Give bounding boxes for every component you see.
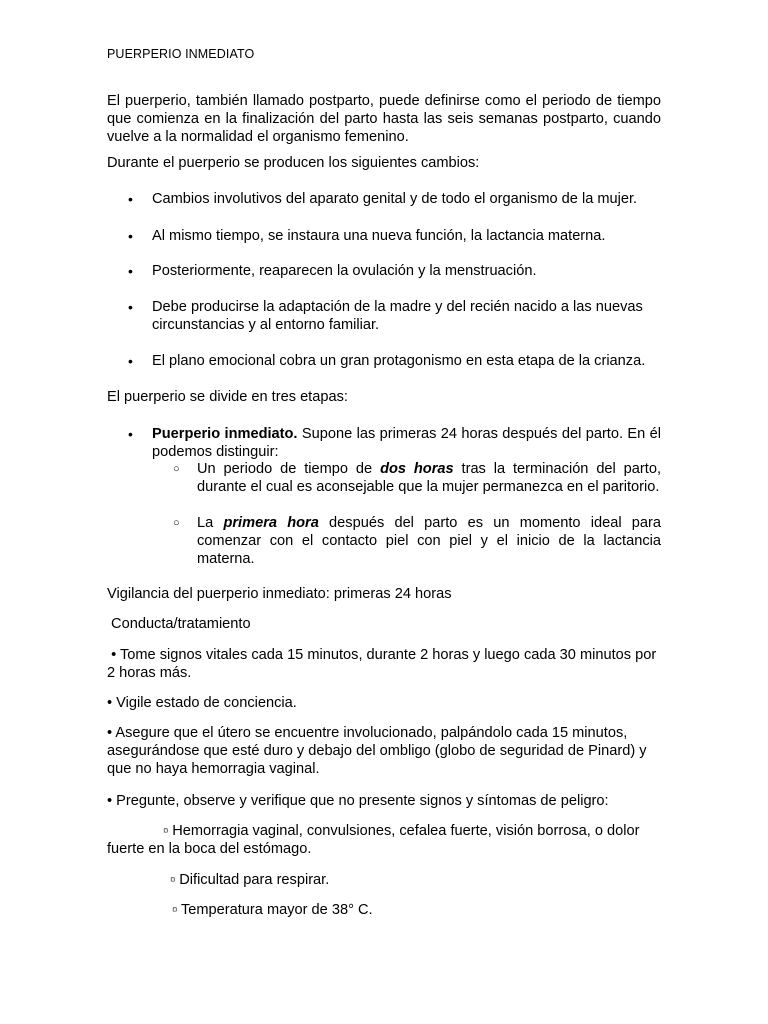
conducta-item: • Tome signos vitales cada 15 minutos, durante 2 horas y luego cada 30 minutos por 2 horas más.	[107, 647, 661, 682]
bullet-icon: •	[128, 299, 133, 315]
emphasis-dos-horas: dos horas	[380, 461, 454, 477]
list-item-text: Cambios involutivos del aparato genital y de todo el organismo de la mujer.	[152, 191, 638, 207]
list-item-text: Al mismo tiempo, se instaura una nueva función, la lactancia materna.	[152, 228, 606, 244]
changes-intro: Durante el puerperio se producen los siguientes cambios:	[107, 155, 480, 171]
emphasis-primera-hora: primera hora	[223, 515, 319, 531]
stage1-description: Supone las primeras 24 horas después del parto. En él podemos distinguir:	[152, 426, 662, 461]
stage1-title: Puerperio inmediato.	[152, 426, 298, 442]
conducta-item: • Pregunte, observe y verifique que no presente signos y síntomas de peligro:	[107, 793, 609, 809]
bullet-icon: •	[128, 263, 133, 279]
danger-sign-item: ▫ Hemorragia vaginal, convulsiones, cefalea fuerte, visión borrosa, o dolor fuerte en la boca del estómago.	[107, 823, 640, 858]
list-item-text: Posteriormente, reaparecen la ovulación y la menstruación.	[152, 263, 537, 279]
intro-paragraph: El puerperio, también llamado postparto, puede definirse como el periodo de tiempo que comienza en la finalización del parto hasta las seis semanas postparto, cuando vuelve a la normalidad el organismo femenino.	[107, 93, 661, 146]
document-header: PUERPERIO INMEDIATO	[107, 47, 255, 61]
bullet-icon: •	[128, 228, 133, 244]
stages-intro: El puerperio se divide en tres etapas:	[107, 389, 348, 405]
circle-bullet-icon: ○	[173, 517, 180, 529]
bullet-icon: •	[128, 426, 133, 442]
list-item-text: El plano emocional cobra un gran protagonismo en esta etapa de la crianza.	[152, 353, 646, 369]
sub-item-text: Un periodo de tiempo de dos horas tras la terminación del parto, durante el cual es aconsejable que la mujer permanezca en el paritorio.	[197, 461, 661, 496]
conducta-item: • Vigile estado de conciencia.	[107, 695, 297, 711]
bullet-icon: •	[128, 353, 133, 369]
circle-bullet-icon: ○	[173, 463, 180, 475]
stage1-text	[152, 425, 661, 461]
conducta-title: Conducta/tratamiento	[107, 616, 251, 632]
list-item-text: Debe producirse la adaptación de la madre y del recién nacido a las nuevas circunstancias y al entorno familiar.	[152, 299, 643, 334]
vigilance-title: Vigilancia del puerperio inmediato: primeras 24 horas	[107, 586, 452, 602]
danger-sign-item: ▫ Dificultad para respirar.	[170, 872, 330, 888]
bullet-icon: •	[128, 191, 133, 207]
sub-item-text: La primera hora después del parto es un momento ideal para comenzar con el contacto piel con piel y el inicio de la lactancia materna.	[197, 515, 662, 568]
danger-sign-item: ▫ Temperatura mayor de 38° C.	[172, 902, 373, 918]
conducta-item: • Asegure que el útero se encuentre involucionado, palpándolo cada 15 minutos, asegurándose que esté duro y debajo del ombligo (globo de seguridad de Pinard) y que no haya hemorragia vaginal.	[107, 725, 647, 778]
